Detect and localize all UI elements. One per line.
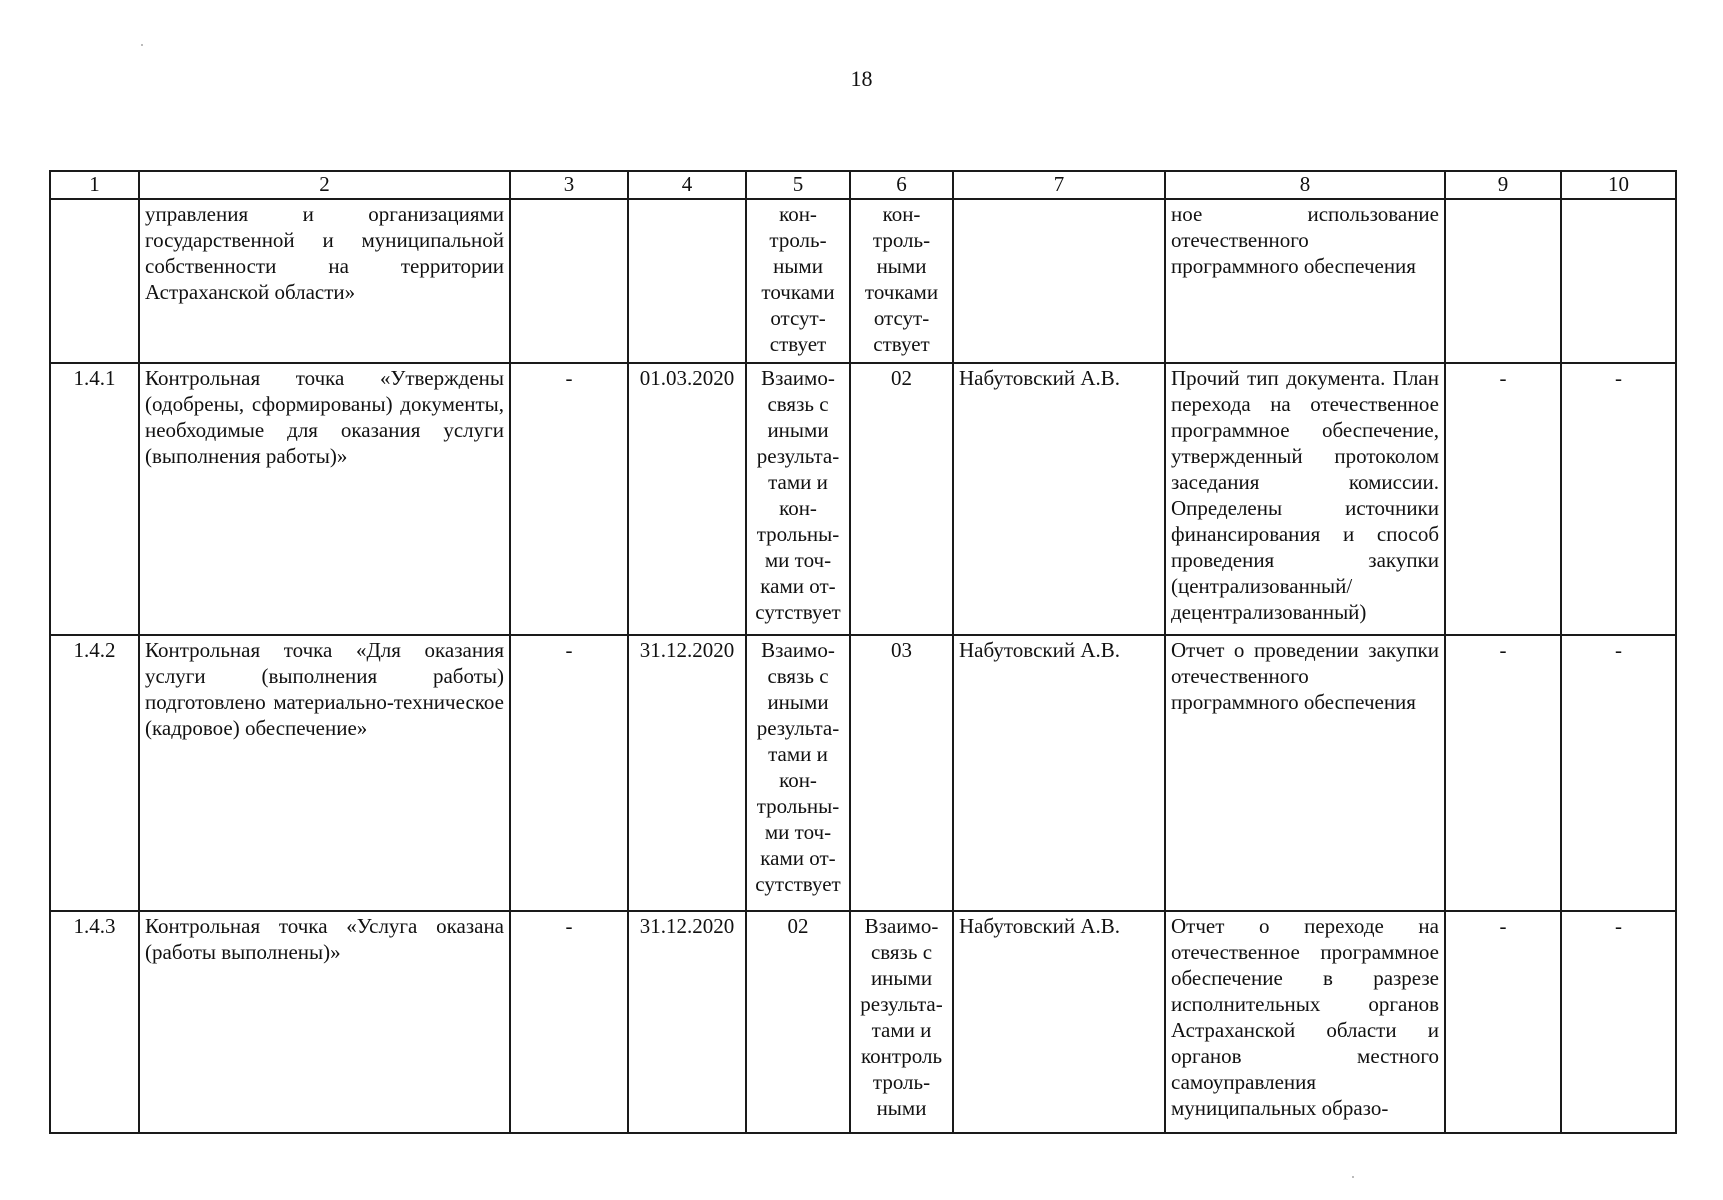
row-name: Контрольная точка «Утверждены (одобрены, сформированы) документы, необходимые для оказания услуги (выполнения работы)» <box>139 363 510 635</box>
table-row <box>50 199 1676 363</box>
table-row <box>50 363 1676 635</box>
row-result: Отчет о проведении закупки отечественного программного обеспечения <box>1165 635 1445 911</box>
column-header: 5 <box>746 171 850 199</box>
row-col3: - <box>510 911 628 1133</box>
row-col10: - <box>1561 363 1676 635</box>
column-header: 6 <box>850 171 953 199</box>
scan-speck <box>141 44 143 46</box>
row-person: Набутовский А.В. <box>953 635 1165 911</box>
row-date: 01.03.2020 <box>628 363 746 635</box>
row-col3: - <box>510 635 628 911</box>
scan-speck <box>1352 1176 1354 1178</box>
milestone-table <box>49 170 1677 1134</box>
row-person: Набутовский А.В. <box>953 363 1165 635</box>
row-col3: - <box>510 363 628 635</box>
column-header: 9 <box>1445 171 1561 199</box>
column-header: 7 <box>953 171 1165 199</box>
table-row <box>50 911 1676 1133</box>
page-number: 18 <box>850 66 873 91</box>
row-col10 <box>1561 199 1676 363</box>
row-col10: - <box>1561 911 1676 1133</box>
row-col3 <box>510 199 628 363</box>
row-col6: 03 <box>850 635 953 911</box>
column-header: 4 <box>628 171 746 199</box>
row-col6: Взаимо- связь с иными результа- тами и контроль троль- ными <box>850 911 953 1133</box>
row-result: ное использование отечественного программного обеспечения <box>1165 199 1445 363</box>
row-col5: кон- троль- ными точками отсут- ствует <box>746 199 850 363</box>
table-row <box>50 635 1676 911</box>
row-col6: 02 <box>850 363 953 635</box>
row-result: Прочий тип документа. План перехода на отечественное программное обеспечение, утвержденный протоколом заседания комиссии. Определены источники финансирования и способ проведения закупки (централизованный/децентрализованный) <box>1165 363 1445 635</box>
row-date: 31.12.2020 <box>628 911 746 1133</box>
column-header: 1 <box>50 171 139 199</box>
row-col10: - <box>1561 635 1676 911</box>
column-header: 10 <box>1561 171 1676 199</box>
row-col9: - <box>1445 911 1561 1133</box>
column-header: 3 <box>510 171 628 199</box>
row-date <box>628 199 746 363</box>
column-header: 8 <box>1165 171 1445 199</box>
row-col5: 02 <box>746 911 850 1133</box>
row-person: Набутовский А.В. <box>953 911 1165 1133</box>
row-col9 <box>1445 199 1561 363</box>
row-name: управления и организациями государственной и муниципальной собственности на территории Астраханской области» <box>139 199 510 363</box>
row-code <box>50 199 139 363</box>
row-col9: - <box>1445 363 1561 635</box>
column-header: 2 <box>139 171 510 199</box>
row-code: 1.4.1 <box>50 363 139 635</box>
row-person <box>953 199 1165 363</box>
row-name: Контрольная точка «Услуга оказана (работы выполнены)» <box>139 911 510 1133</box>
row-code: 1.4.2 <box>50 635 139 911</box>
table-header-row <box>50 171 1676 199</box>
row-result: Отчет о переходе на отечественное программное обеспечение в разрезе исполнительных органов Астраханской области и органов местного самоуправления муниципальных образо- <box>1165 911 1445 1133</box>
row-col9: - <box>1445 635 1561 911</box>
row-col6: кон- троль- ными точками отсут- ствует <box>850 199 953 363</box>
row-code: 1.4.3 <box>50 911 139 1133</box>
row-col5: Взаимо- связь с иными результа- тами и кон- трольны- ми точ- ками от- сутствует <box>746 635 850 911</box>
row-date: 31.12.2020 <box>628 635 746 911</box>
row-name: Контрольная точка «Для оказания услуги (выполнения работы) подготовлено материально-техническое (кадровое) обеспечение» <box>139 635 510 911</box>
row-col5: Взаимо- связь с иными результа- тами и кон- трольны- ми точ- ками от- сутствует <box>746 363 850 635</box>
